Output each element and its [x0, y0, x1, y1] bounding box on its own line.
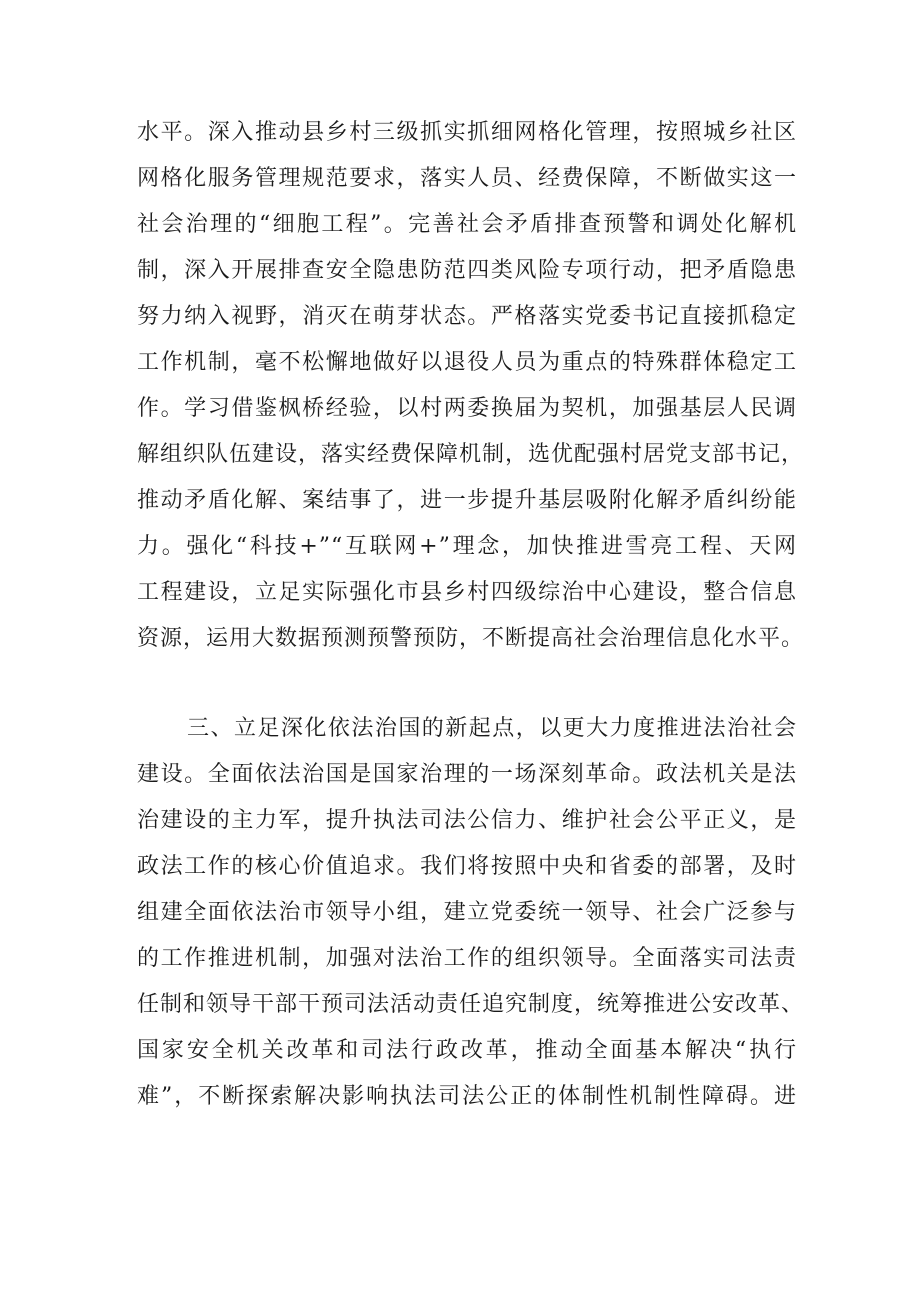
- text-line: 难”，不断探索解决影响执法司法公正的体制性机制性障碍。进: [137, 1084, 797, 1109]
- text-line: 努力纳入视野，消灭在萌芽状态。严格落实党委书记直接抓稳定: [137, 304, 797, 329]
- text-line: 制，深入开展排查安全隐患防范四类风险专项行动，把矛盾隐患: [137, 258, 797, 283]
- text-line: 治建设的主力军，提升执法司法公信力、维护社会公平正义，是: [137, 808, 797, 833]
- section-heading-line: 三、立足深化依法治国的新起点，以更大力度推进法治社会: [187, 716, 797, 741]
- text-line: 网格化服务管理规范要求，落实人员、经费保障，不断做实这一: [137, 166, 797, 191]
- text-line: 的工作推进机制，加强对法治工作的组织领导。全面落实司法责: [137, 946, 797, 971]
- text-line: 任制和领导干部干预司法活动责任追究制度，统筹推进公安改革、: [137, 992, 805, 1017]
- text-line: 作。学习借鉴枫桥经验，以村两委换届为契机，加强基层人民调: [137, 396, 797, 421]
- text-line: 社会治理的“细胞工程”。完善社会矛盾排查预警和调处化解机: [137, 212, 797, 237]
- text-line: 推动矛盾化解、案结事了，进一步提升基层吸附化解矛盾纠纷能: [137, 488, 797, 513]
- text-line: 解组织队伍建设，落实经费保障机制，选优配强村居党支部书记，: [137, 442, 805, 467]
- text-line: 工作机制，毫不松懈地做好以退役人员为重点的特殊群体稳定工: [137, 350, 797, 375]
- text-line: 工程建设，立足实际强化市县乡村四级综治中心建设，整合信息: [137, 580, 797, 605]
- text-line: 政法工作的核心价值追求。我们将按照中央和省委的部署，及时: [137, 854, 797, 879]
- text-line: 资源，运用大数据预测预警预防，不断提高社会治理信息化水平。: [137, 626, 805, 651]
- text-line: 组建全面依法治市领导小组，建立党委统一领导、社会广泛参与: [137, 900, 797, 925]
- text-line: 力。强化“科技+”“互联网+”理念，加快推进雪亮工程、天网: [137, 534, 797, 559]
- text-line: 水平。深入推动县乡村三级抓实抓细网格化管理，按照城乡社区: [137, 120, 797, 145]
- text-line: 国家安全机关改革和司法行政改革，推动全面基本解决“执行: [137, 1038, 797, 1063]
- text-line: 建设。全面依法治国是国家治理的一场深刻革命。政法机关是法: [137, 762, 797, 787]
